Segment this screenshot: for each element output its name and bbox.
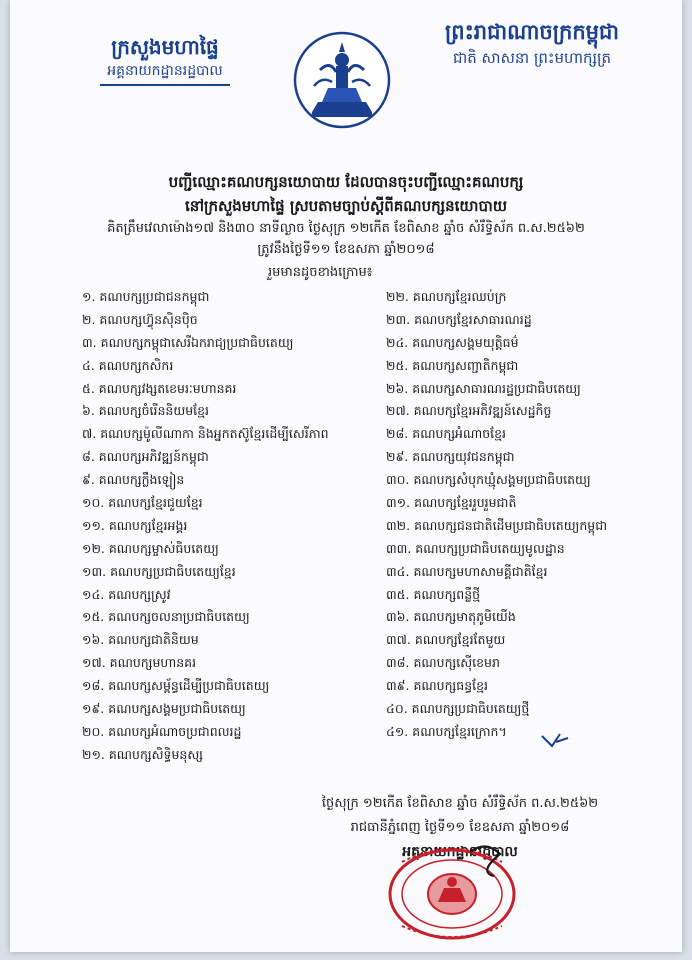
list-item: ៨. គណបក្សអភិវឌ្ឍន៍កម្ពុជា (82, 449, 209, 465)
list-item: ៣៨. គណបក្សស៊ើខេមរា (386, 655, 500, 671)
party-list-right (386, 286, 686, 744)
list-item: ៣៣. គណបក្សប្រជាធិបតេយ្យមូលដ្ឋាន (386, 540, 565, 556)
list-item: ៤. គណបក្សកសិករ (82, 357, 174, 373)
title-line-3: គិតត្រឹមវេលាម៉ោង១៧ និង៣០ នាទីល្ងាច ថ្ងៃសុក្រ ១២កើត ខែពិសាខ ឆ្នាំច សំរឹទ្ធិស័ក ព.ស.២៥៦២ (107, 221, 585, 236)
list-item: ២៣. គណបក្សខ្មែរសាធារណរដ្ឋ (386, 311, 532, 327)
list-item: ៣១. គណបក្សខ្មែររួបរួមជាតិ (386, 495, 517, 511)
list-item: ៦. គណបក្សចំរើននិយមខ្មែរ (82, 403, 210, 419)
list-item: ៣៤. គណបក្សមហាសាមគ្គីជាតិខ្មែរ (386, 563, 548, 579)
list-item: ១៩. គណបក្សសង្គមប្រជាធិបតេយ្យ (82, 701, 246, 717)
list-item: ២២. គណបក្សខ្មែរឈប់ក្រ (386, 289, 507, 304)
list-item: ១៥. គណបក្សចលនាប្រជាធិបតេយ្យ (82, 609, 250, 625)
list-item: ៣៥. គណបក្សពន្លឺថ្មី (386, 586, 481, 602)
list-item: ២០. គណបក្សអំណាចប្រជាពលរដ្ឋ (82, 723, 242, 739)
list-item: ១៦. គណបក្សជាតិនិយម (82, 632, 199, 648)
kingdom-name: ព្រះរាជាណាចក្រកម្ពុជា (444, 20, 619, 44)
list-item: ១១. គណបក្សខ្មែរអង្គរ (82, 517, 188, 533)
handwritten-signature-icon (540, 728, 572, 752)
signatory-title: អគ្គនាយកដ្ឋានរដ្ឋបាល (402, 844, 518, 860)
document-title (10, 170, 682, 260)
list-item: ១៤. គណបក្សស្រូវ (82, 586, 171, 602)
list-item: ១៧. គណបក្សមហានគរ (82, 655, 197, 671)
list-item: ២៤. គណបក្សសង្គមយុត្តិធម៌ (386, 334, 519, 350)
list-item: ១៨. គណបក្សសម្ព័ន្ធដើម្បីប្រជាធិបតេយ្យ (82, 678, 270, 694)
list-item: ២៨. គណបក្សអំណាចខ្មែរ (386, 426, 507, 442)
divider (100, 84, 230, 86)
list-item: ២៧. គណបក្សខ្មែរអភិវឌ្ឍន៍សេដ្ឋកិច្ច (386, 403, 552, 419)
list-item: ៤០. គណបក្សប្រជាធិបតេយ្យថ្មី (386, 701, 530, 717)
official-red-seal-icon (382, 832, 522, 942)
document-page (10, 0, 682, 952)
title-line-4: ត្រូវនឹងថ្ងៃទី១១ ខែឧសភា ឆ្នាំ២០១៨ (257, 242, 435, 257)
list-item: ៣០. គណបក្សសំបុកឃ្មុំសង្គមប្រជាធិបតេយ្យ (386, 472, 591, 488)
list-item: ១៣. គណបក្សប្រជាធិបតេយ្យខ្មែរ (82, 563, 236, 579)
list-item: ១២. គណបក្សម្ចាស់ធិបតេយ្យ (82, 540, 219, 556)
list-item: ២៩. គណបក្សយុវជនកម្ពុជា (386, 449, 515, 465)
list-item: ១. គណបក្សប្រជាជនកម្ពុជា (82, 289, 210, 304)
list-item: ៥. គណបក្សវង្សតខេមរៈមហានគរ (82, 380, 237, 396)
date-solar: រាជធានីភ្នំពេញ ថ្ងៃទី១១ ខែឧសភា ឆ្នាំ២០១៨ (350, 820, 570, 835)
list-item: ៣២. គណបក្សជនជាតិដើមប្រជាធិបតេយ្យកម្ពុជា (386, 517, 608, 533)
list-item: ៧. គណបក្សម៉ូលីណាកា និងអ្នកតស៊ូខ្មែរដើម្បីសេរីភាព (82, 426, 329, 442)
party-list-left (82, 286, 382, 767)
list-item: ៣. គណបក្សកម្ពុជាសេរីឯករាជ្យប្រជាធិបតេយ្យ (82, 334, 294, 350)
list-item: ២៦. គណបក្សសាធារណរដ្ឋប្រជាធិបតេយ្យ (386, 380, 581, 396)
ministry-name: ក្រសួងមហាផ្ទៃ (111, 35, 219, 59)
ministry-header (80, 34, 250, 86)
list-intro: រួមមានដូចខាងក្រោម៖ (268, 265, 373, 280)
list-item: ២៥. គណបក្សសញ្ជាតិកម្ពុជា (386, 357, 519, 373)
list-item: ៣៦. គណបក្សមាតុភូមិយើង (386, 609, 516, 625)
list-item: ៣៩. គណបក្សធន្ធខ្មែរ (386, 678, 489, 694)
list-item: ១០. គណបក្សខ្មែរជួយខ្មែរ (82, 495, 203, 511)
kingdom-header (422, 18, 642, 70)
list-item: ២១. គណបក្សសិទ្ធិមនុស្ស (82, 746, 203, 762)
royal-emblem-icon (292, 30, 392, 130)
national-motto: ជាតិ សាសនា ព្រះមហាក្សត្រ (452, 49, 612, 67)
list-item: ៩. គណបក្សក្លឹងឡៀន (82, 472, 185, 488)
title-line-1: បញ្ជីឈ្មោះគណបក្សនយោបាយ ដែលបានចុះបញ្ជីឈ្មោះគណបក្ស (168, 173, 524, 191)
list-item: ៤១. គណបក្សខ្មែរក្រោក។ (386, 723, 507, 739)
department-name: អគ្គនាយកដ្ឋានរដ្ឋបាល (107, 63, 223, 79)
list-item: ៣៧. គណបក្សខ្មែរតែមួយ (386, 632, 506, 648)
list-item: ២. គណបក្សហ៊្វុនស៊ិនប៉ិច (82, 311, 198, 327)
date-lunar: ថ្ងៃសុក្រ ១២កើត ខែពិសាខ ឆ្នាំច សំរឹទ្ធិស័ក ព.ស.២៥៦២ (321, 796, 599, 811)
title-line-2: នៅក្រសួងមហាផ្ទៃ ស្របតាមច្បាប់ស្តីពីគណបក្សនយោបាយ (184, 197, 508, 215)
